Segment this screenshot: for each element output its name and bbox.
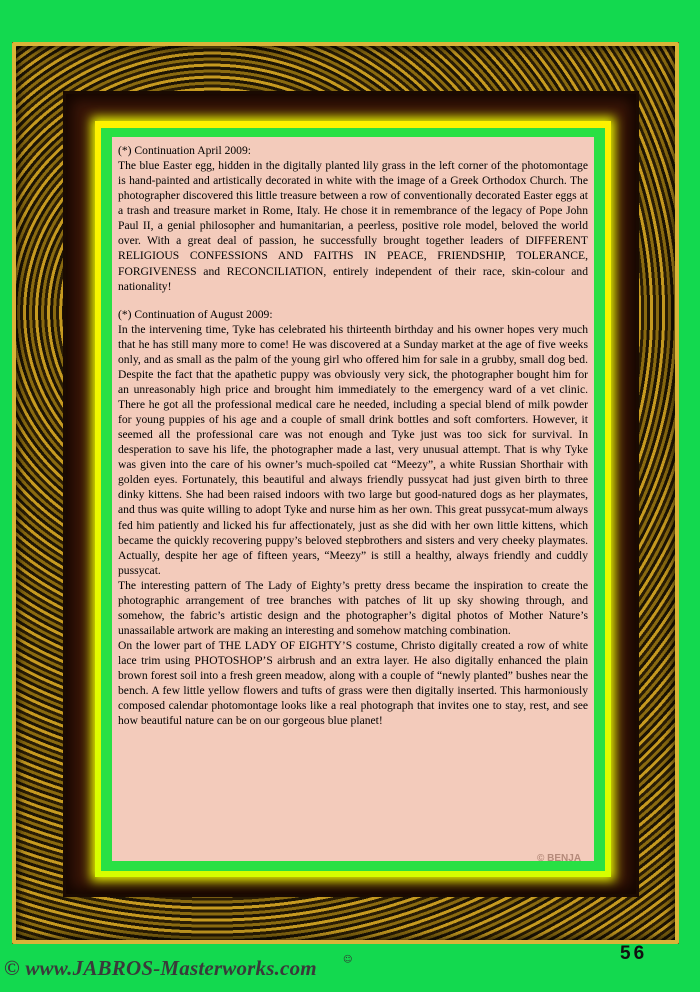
benja-copyright: © BENJA xyxy=(537,853,582,864)
paragraph-2: In the intervening time, Tyke has celebrated his thirteenth birthday and his owner hopes very much that he has still many more to come! He was discovered at a Sunday market at the age of five weeks only, and as small as the palm of the young girl who offered him for sale in a grubby, small dog bed. Despite the fact that the apathetic puppy was obviously very sick, the photographer bought him for an unreasonably high price and brought him immediately to the emergency ward of a vet clinic. There he got all the professional medical care he needed, including a special blend of milk powder for young puppies of his age and a couple of small drink bottles and soft comforters. However, it seemed all the professional care was not enough and Tyke just was too sick for survival. In desperation to save his life, the photographer made a last, very unusual attempt. That is why Tyke was given into the care of his owner’s much-spoiled cat “Meezy”, a white Russian Shorthair with golden eyes. Fortunately, this beautiful and always friendly pussycat had just given birth to three dinky kittens. She had been raised indoors with two large but good-natured dogs as her playmates, and thus was quite willing to adopt Tyke and nurse him as her own. This great pussycat-mum always fed him patiently and licked his fur affectionately, just as she did with her own little kittens, which became the quickly recovering puppy’s beloved stepbrothers and sisters and very cheeky playmates. Actually, despite her age of fifteen years, “Meezy” is still a healthy, always friendly and cuddly pussycat. xyxy=(118,322,588,577)
paragraph-2-heading: (*) Continuation of August 2009: xyxy=(118,307,273,321)
paragraph-1: The blue Easter egg, hidden in the digitally planted lily grass in the left corner of the photomontage is hand-painted and artistically decorated in white with the image of a Greek Orthodox Church. The photographer discovered this little treasure between a row of conventionally decorated Easter eggs at a trash and treasure market in Rome, Italy. He chose it in remembrance of the legacy of Pope John Paul II, a genial philosopher and humanitarian, a peerless, positive role model, beloved the world over. With a great deal of passion, he successfully brought together leaders of DIFFERENT RELIGIOUS CONFESSIONS AND FAITHS IN PEACE, FRIENDSHIP, TOLERANCE, FORGIVENESS and RECONCILIATION, entirely independent of their race, skin-colour and nationality! xyxy=(118,159,588,293)
paragraph-gap xyxy=(118,294,588,307)
website-link[interactable]: © www.JABROS-Masterworks.com xyxy=(4,956,317,980)
paragraph-4: On the lower part of THE LADY OF EIGHTY’S costume, Christo digitally created a row of white lace trim using PHOTOSHOP’S airbrush and an extra layer. He also digitally enhanced the plain brown forest soil into a fresh green meadow, along with a couple of “newly planted” bushes near the bench. A few little yellow flowers and tufts of grass were then digitally inserted. This harmoniously composed calendar photomontage looks like a real photograph that invites one to stay, rest, and see how beautiful nature can be on our gorgeous blue planet! xyxy=(118,639,588,728)
text-panel xyxy=(112,137,594,861)
paragraph-1-heading: (*) Continuation April 2009: xyxy=(118,144,251,157)
smiley-icon: ☺ xyxy=(343,955,353,965)
page-number: 56 xyxy=(620,943,648,964)
paragraph-3: The interesting pattern of The Lady of Eighty’s pretty dress became the inspiration to create the photographic arrangement of tree branches with patches of lit up sky showing through, and somehow, the fabric’s artistic design and the photographer’s digital photos of Mother Nature’s unassailable artwork are making an interesting and somehow matching combination. xyxy=(118,578,588,637)
